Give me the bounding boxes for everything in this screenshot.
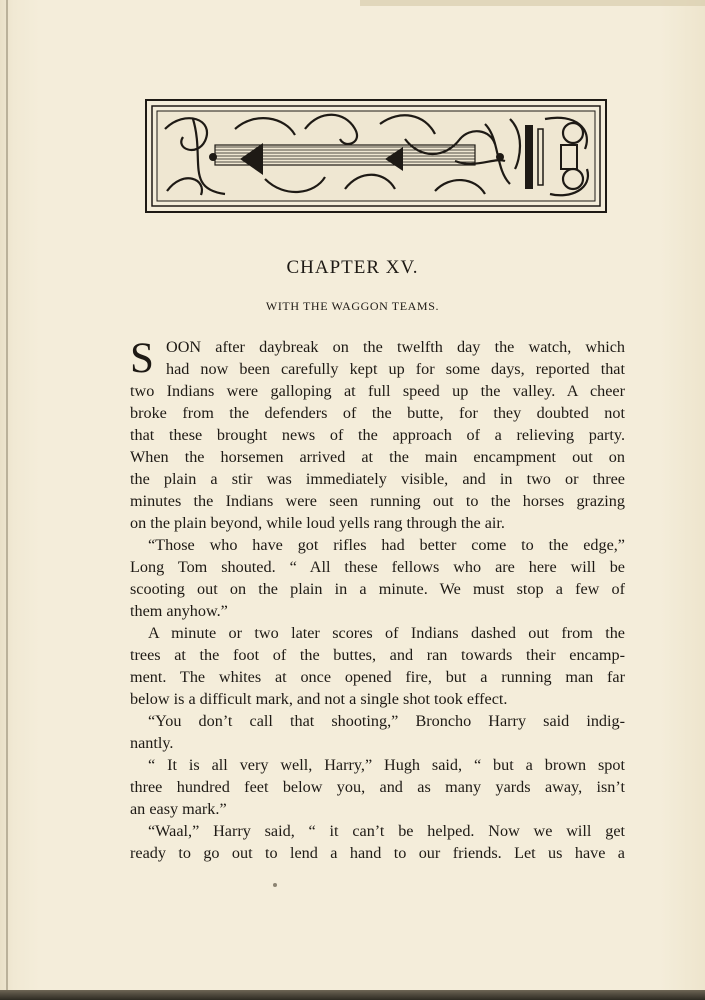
text-line: OON after daybreak on the twelfth day the watch, which <box>166 338 625 356</box>
text-line: them anyhow.” <box>130 602 228 620</box>
text-line: nantly. <box>130 734 174 752</box>
text-line: the plain a stir was immediately visible, and in two or three <box>130 470 625 488</box>
text-line: had now been carefully kept up for some days, reported that <box>166 360 625 378</box>
text-line: “Those who have got rifles had better come to the edge,” <box>148 536 625 554</box>
text-line: Long Tom shouted. “ All these fellows who are here will be <box>130 558 625 576</box>
text-line: three hundred feet below you, and as many yards away, isn’t <box>130 778 625 796</box>
text-line: “ It is all very well, Harry,” Hugh said, “ but a brown spot <box>148 756 625 774</box>
text-line: an easy mark.” <box>130 800 227 818</box>
text-line: “You don’t call that shooting,” Broncho Harry said indig- <box>148 712 625 730</box>
dropcap-paragraph-start <box>130 336 625 380</box>
text-line: broke from the defenders of the butte, for they doubted not <box>130 404 625 422</box>
text-line: ment. The whites at once opened fire, but a running man far <box>130 668 625 686</box>
chapter-body-text <box>130 336 625 864</box>
page-edge-shadow <box>360 0 705 6</box>
text-line: A minute or two later scores of Indians dashed out from the <box>148 624 625 642</box>
text-line: “Waal,” Harry said, “ it can’t be helped. Now we will get <box>148 822 625 840</box>
text-line: below is a difficult mark, and not a single shot took effect. <box>130 690 508 708</box>
text-line: When the horsemen arrived at the main encampment out on <box>130 448 625 466</box>
text-line: trees at the foot of the buttes, and ran towards their encamp- <box>130 646 625 664</box>
print-speck <box>273 883 277 887</box>
text-line: ready to go out to lend a hand to our friends. Let us have a <box>130 844 625 862</box>
text-line: two Indians were galloping at full speed up the valley. A cheer <box>130 382 625 400</box>
text-line: scooting out on the plain in a minute. We must stop a few of <box>130 580 625 598</box>
text-line: on the plain beyond, while loud yells rang through the air. <box>130 514 505 532</box>
chapter-subtitle: WITH THE WAGGON TEAMS. <box>265 299 440 313</box>
page-bottom-edge <box>0 990 705 1000</box>
drop-cap-letter: S <box>130 335 154 382</box>
text-line: that these brought news of the approach of a relieving party. <box>130 426 625 444</box>
binding-edge <box>6 0 8 1000</box>
decorative-headpiece <box>145 99 607 213</box>
text-line: minutes the Indians were seen running out to the horses grazing <box>130 492 625 510</box>
chapter-title: CHAPTER XV. <box>286 257 419 278</box>
